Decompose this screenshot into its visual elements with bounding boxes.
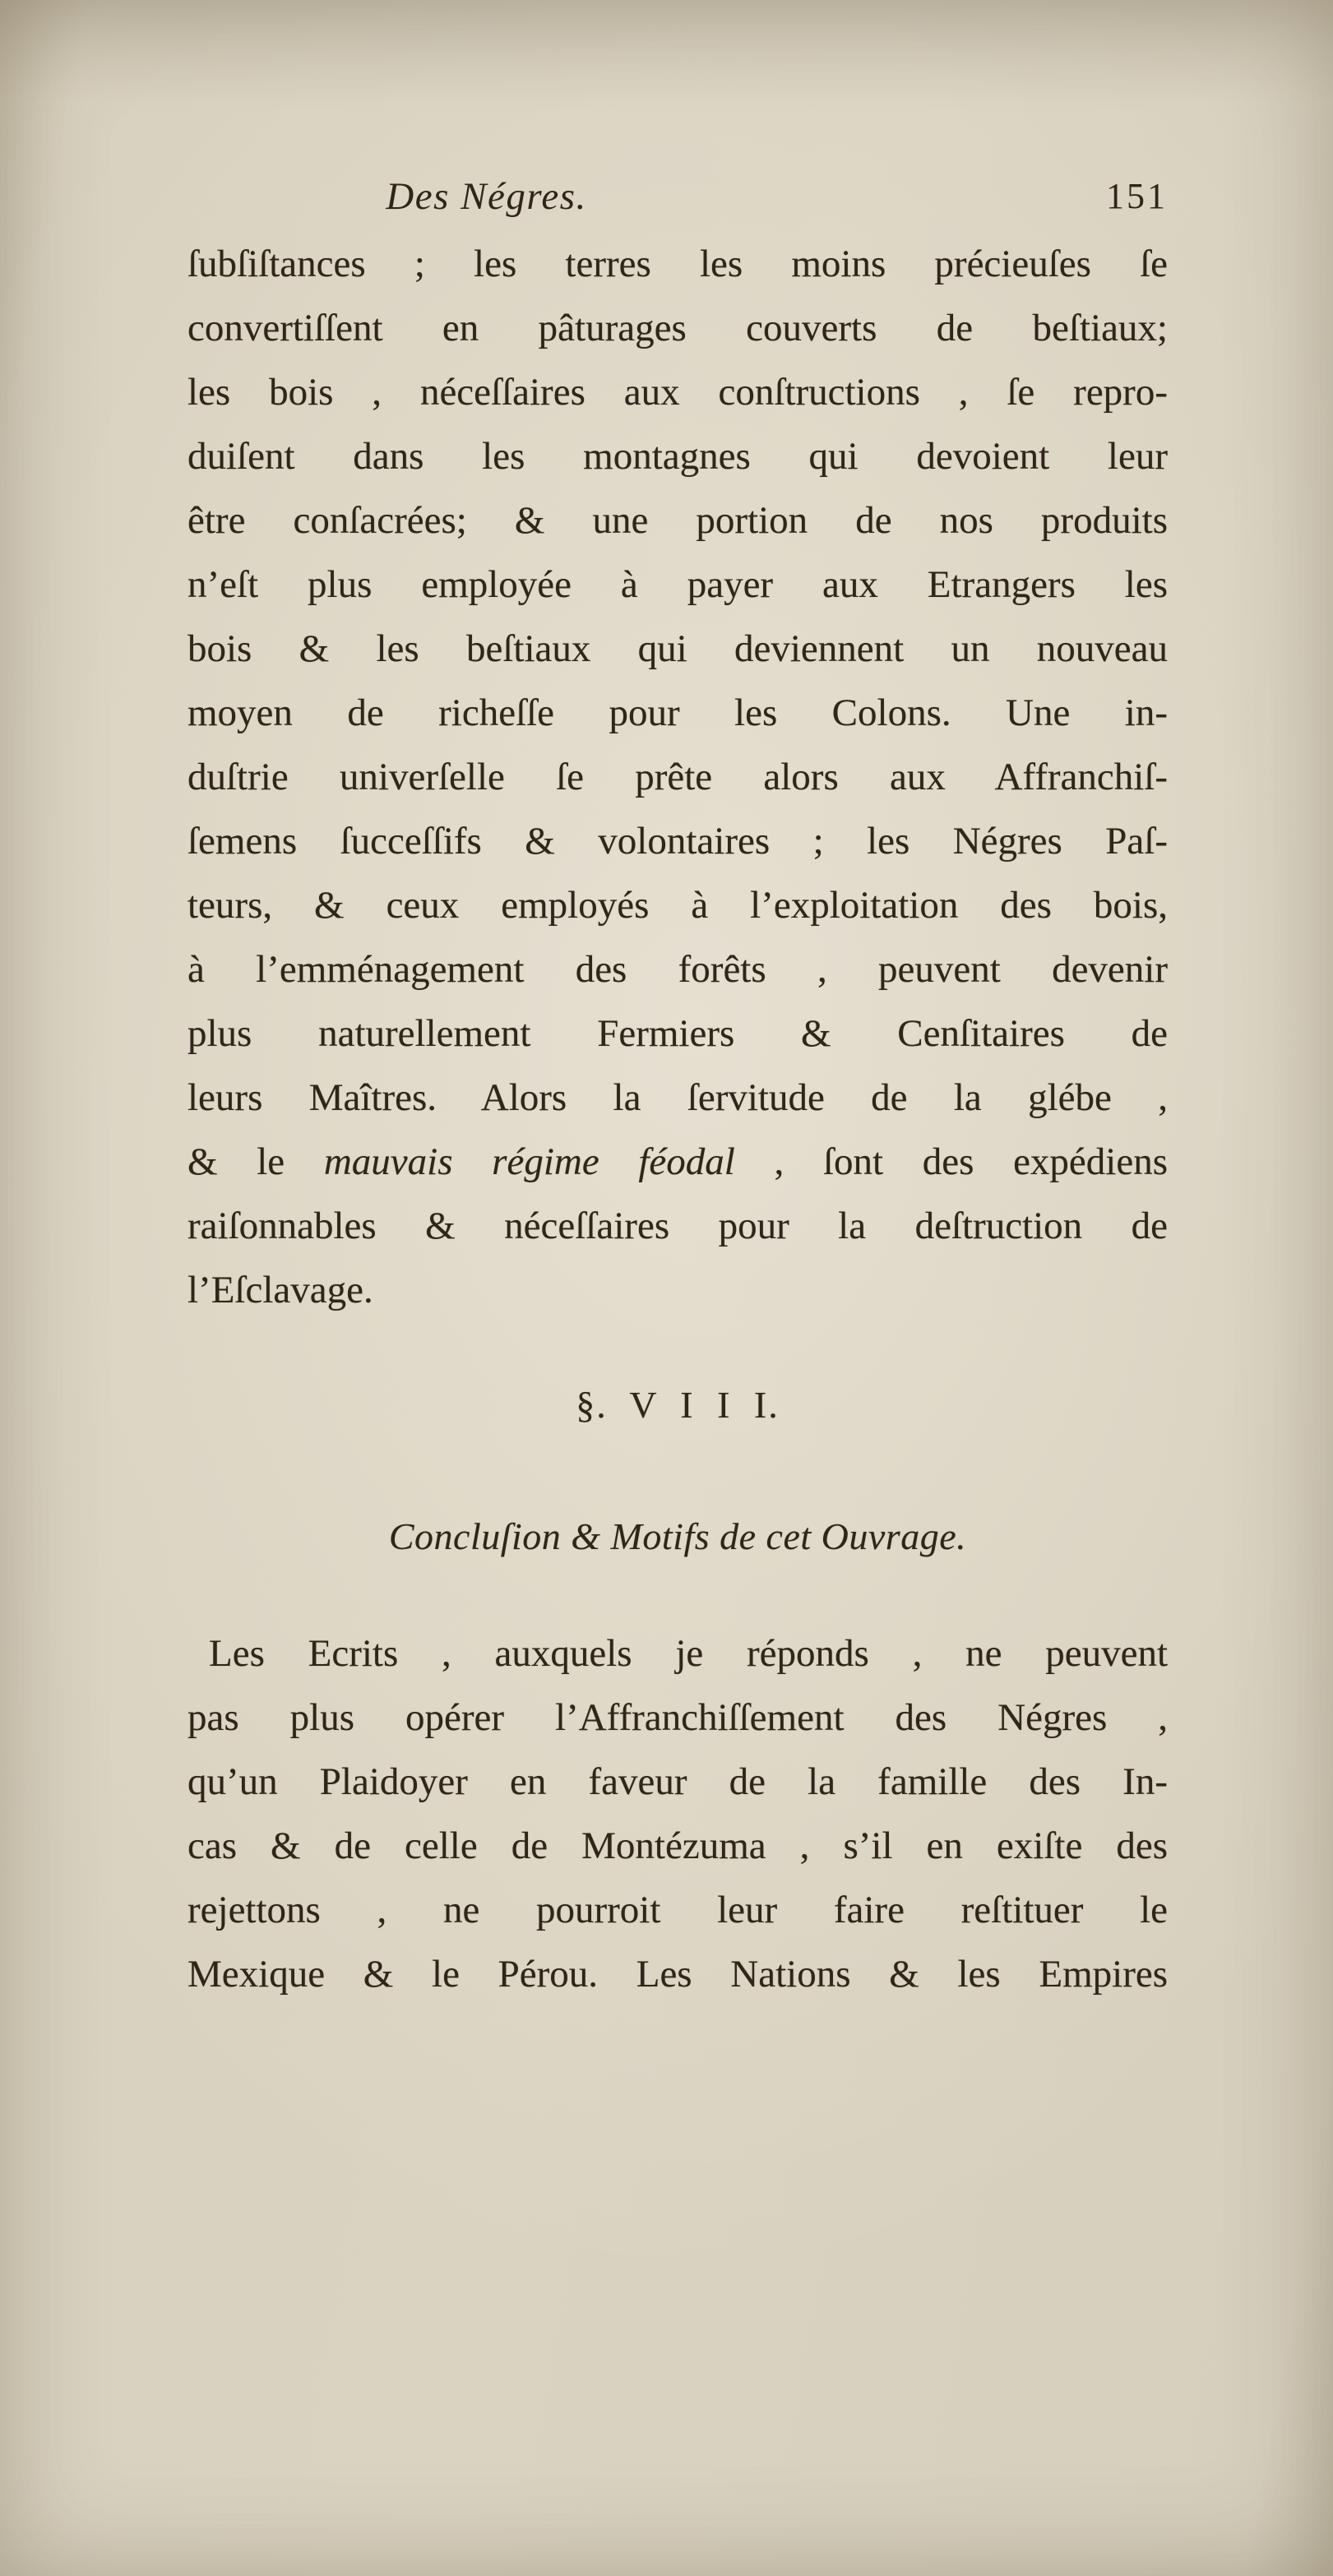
text-line: [187, 488, 1168, 553]
text-line: [187, 873, 1168, 937]
text-line: [187, 681, 1168, 745]
text-line: [187, 1621, 1168, 1686]
text-line: [187, 360, 1168, 424]
paragraph-1: [187, 232, 1168, 1322]
text-segment: Les Ecrits , auxquels je réponds , ne peuvent: [209, 1632, 1168, 1675]
text-segment: bois & les beſtiaux qui deviennent un nouveau: [187, 627, 1168, 670]
text-line: [187, 1750, 1168, 1814]
text-segment: & le: [187, 1140, 324, 1183]
running-head: [187, 171, 1168, 222]
text-segment: cas & de celle de Montézuma , s’il en exiſte des: [187, 1824, 1168, 1867]
text-line: [187, 1258, 1168, 1322]
text-segment: raiſonnables & néceſſaires pour la deſtruction de: [187, 1205, 1168, 1247]
text-segment: plus naturellement Fermiers & Cenſitaires de: [187, 1012, 1168, 1055]
page-number: 151: [1106, 176, 1168, 216]
text-line: [187, 617, 1168, 681]
text-segment: convertiſſent en pâturages couverts de beſtiaux;: [187, 307, 1168, 349]
text-segment: moyen de richeſſe pour les Colons. Une in-: [187, 691, 1168, 734]
text-segment: ſubſiſtances ; les terres les moins précieuſes ſe: [187, 243, 1168, 285]
text-line: [187, 296, 1168, 360]
text-line: [187, 1001, 1168, 1066]
text-line: [187, 1130, 1168, 1194]
text-column: [187, 0, 1168, 2576]
text-segment: ſemens ſucceſſifs & volontaires ; les Négres Paſ-: [187, 820, 1168, 863]
text-line: [187, 424, 1168, 488]
text-line: [187, 937, 1168, 1001]
text-segment: n’eſt plus employée à payer aux Etrangers les: [187, 563, 1168, 606]
text-line: [187, 1686, 1168, 1750]
italic-phrase: mauvais régime féodal: [323, 1140, 735, 1183]
text-segment: rejettons , ne pourroit leur faire reſtituer le: [187, 1889, 1168, 1931]
text-segment: à l’emménagement des forêts , peuvent devenir: [187, 948, 1168, 991]
text-segment: l’Eſclavage.: [187, 1269, 373, 1311]
text-line: [187, 232, 1168, 296]
text-segment: , ſont des expédiens: [734, 1140, 1169, 1183]
text-line: [187, 1942, 1168, 2006]
text-line: [187, 745, 1168, 809]
text-segment: teurs, & ceux employés à l’exploitation des bois,: [187, 884, 1168, 927]
text-line: [187, 1194, 1168, 1258]
text-segment: qu’un Plaidoyer en faveur de la famille des In-: [187, 1760, 1168, 1803]
text-segment: être conſacrées; & une portion de nos produits: [187, 499, 1168, 542]
running-head-title: Des Négres.: [386, 175, 587, 218]
text-segment: duſtrie univerſelle ſe prête alors aux Affranchiſ-: [187, 756, 1168, 798]
text-line: [187, 553, 1168, 617]
text-segment: leurs Maîtres. Alors la ſervitude de la glébe ,: [187, 1076, 1168, 1119]
text-segment: pas plus opérer l’Affranchiſſement des Négres ,: [187, 1696, 1168, 1739]
section-heading: §. V I I I.: [576, 1384, 780, 1426]
text-line: [187, 1814, 1168, 1878]
text-segment: duiſent dans les montagnes qui devoient leur: [187, 435, 1168, 478]
text-segment: les bois , néceſſaires aux conſtructions , ſe repro-: [187, 371, 1168, 414]
text-line: [187, 1066, 1168, 1130]
section-subtitle: Concluſion & Motifs de cet Ouvrage.: [388, 1515, 967, 1557]
paragraph-2: [187, 1621, 1168, 2006]
text-line: [187, 1878, 1168, 1942]
text-segment: Mexique & le Pérou. Les Nations & les Empires: [187, 1953, 1168, 1996]
text-line: [187, 809, 1168, 873]
